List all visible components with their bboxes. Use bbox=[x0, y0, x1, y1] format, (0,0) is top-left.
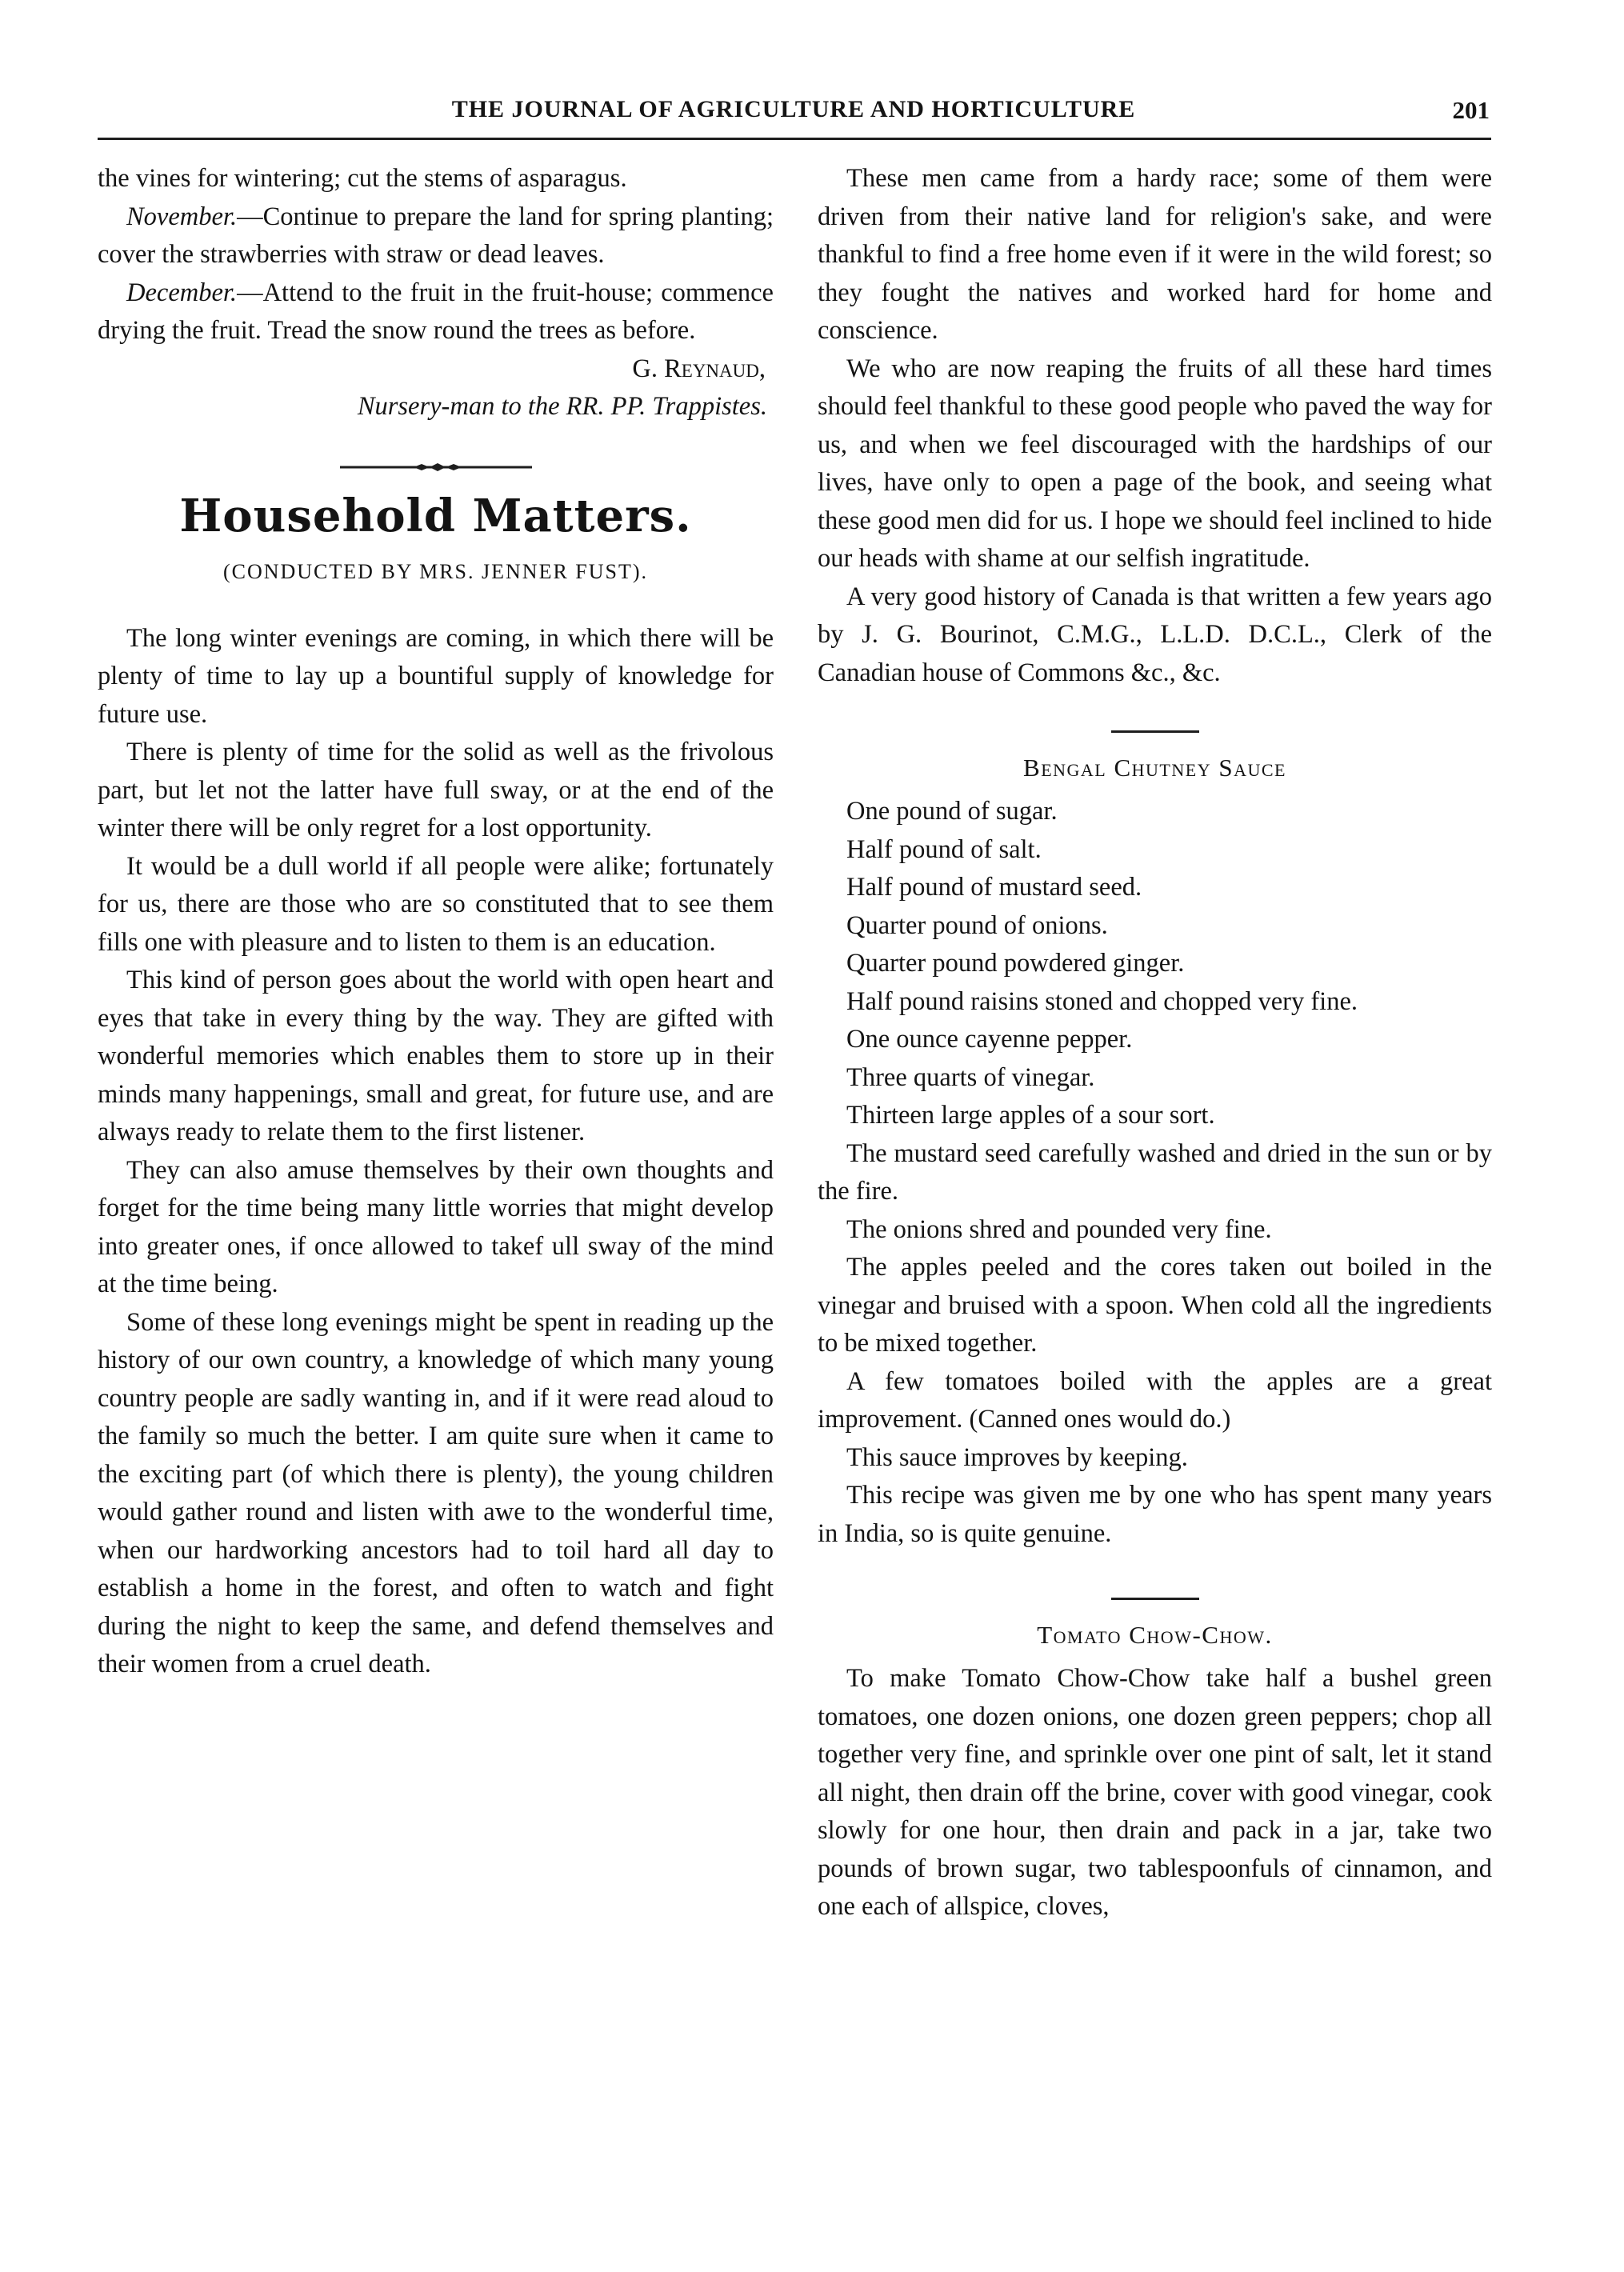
signature-name: G. Reynaud, bbox=[632, 354, 766, 383]
recipe-line: Quarter pound of onions. bbox=[846, 910, 1108, 940]
recipe-line: This recipe was given me by one who has spent many years in India, so is quite genuine. bbox=[818, 1481, 1492, 1548]
section-heading: Household Matters. bbox=[179, 489, 692, 542]
running-header bbox=[98, 96, 1490, 136]
recipe-line: One pound of sugar. bbox=[846, 797, 1058, 826]
body-paragraph: It would be a dull world if all people were alike; fortunately for us, there are those who are so constituted that to see them fills one with pleasure and to listen to them is an education. bbox=[98, 851, 774, 957]
december-label: December. bbox=[126, 278, 238, 307]
recipe-line: Thirteen large apples of a sour sort. bbox=[846, 1101, 1215, 1130]
body-paragraph: We who are now reaping the fruits of all these hard times should feel thankful to these good people who paved the way for us, and when we feel discouraged with the hardships of our lives, have only to open a page of the book, and seeing what these good men did for us. I hope we should feel inclined to hide our heads with shame at our selfish ingratitude. bbox=[818, 354, 1493, 573]
recipe-paragraph: To make Tomato Chow-Chow take half a bushel green tomatoes, one dozen onions, one dozen green peppers; chop all together very fine, and sprinkle over one pint of salt, let it stand all night, then drain off the brine, cover with good vinegar, cook slowly for one hour, then drain and pack in a jar, take two pounds of brown sugar, two tablespoonfuls of cinnamon, and one each of allspice, cloves, bbox=[818, 1664, 1492, 1921]
body-paragraph: They can also amuse themselves by their own thoughts and forget for the time being many little worries that might develop into greater ones, if once allowed to takef ull sway of the mind at the time being. bbox=[98, 1155, 774, 1298]
body-paragraph: The long winter evenings are coming, in which there will be plenty of time to lay up a bountiful supply of knowledge for future use. bbox=[98, 623, 774, 729]
body-paragraph: This kind of person goes about the world with open heart and eyes that take in every thing by the way. They are gifted with wonderful memories which enables them to store up in their minds many happenings, small and great, for future use, and are always ready to relate them to the first listener. bbox=[98, 966, 774, 1146]
recipe-line: The onions shred and pounded very fine. bbox=[846, 1214, 1272, 1244]
body-paragraph: These men came from a hardy race; some of them were driven from their native land for religion's sake, and were thankful to find a free home even if it were in the wild forest; so they fought the natives and worked hard for home and conscience. bbox=[818, 164, 1492, 345]
divider-rule bbox=[1111, 1598, 1199, 1600]
recipe-line: A few tomatoes boiled with the apples are a great improvement. (Canned ones would do.) bbox=[818, 1366, 1492, 1434]
november-label: November. bbox=[126, 202, 238, 231]
section-ornament bbox=[98, 462, 774, 473]
divider-rule bbox=[1111, 730, 1199, 733]
recipe-title: Tomato Chow-Chow. bbox=[1037, 1621, 1273, 1649]
recipe-line: The mustard seed carefully washed and dried in the sun or by the fire. bbox=[818, 1138, 1492, 1206]
recipe-title: Bengal Chutney Sauce bbox=[1023, 754, 1286, 782]
left-column bbox=[98, 160, 774, 1684]
page-number: 201 bbox=[1452, 96, 1490, 124]
journal-title: THE JOURNAL OF AGRICULTURE AND HORTICULTURE bbox=[451, 96, 1136, 122]
conducted-by-line: (CONDUCTED BY MRS. JENNER FUST). bbox=[222, 559, 649, 583]
recipe-line: The apples peeled and the cores taken out boiled in the vinegar and bruised with a spoon. When cold all the ingredients to be mixed together. bbox=[818, 1253, 1492, 1358]
december-text: —Attend to the fruit in the fruit-house; commence drying the fruit. Tread the snow round the trees as before. bbox=[98, 278, 774, 345]
body-paragraph: Some of these long evenings might be spent in reading up the history of our own country, a knowledge of which many young country people are sadly wanting in, and if it were read aloud to the family so much the better. I am quite sure when it came to the exciting part (of which there is plenty), the young children would gather round and listen with awe to the wonderful time, when our hardworking ancestors had to toil hard all day to establish a home in the forest, and often to watch and fight during the night to keep the same, and defend themselves and their women from a cruel death. bbox=[98, 1307, 774, 1678]
recipe-line: Half pound of salt. bbox=[846, 834, 1042, 864]
recipe-line: Quarter pound powdered ginger. bbox=[846, 949, 1185, 978]
recipe-line: Half pound of mustard seed. bbox=[846, 873, 1142, 902]
recipe-line: One ounce cayenne pepper. bbox=[846, 1025, 1133, 1054]
right-column bbox=[818, 160, 1492, 1926]
recipe-line: Three quarts of vinegar. bbox=[846, 1062, 1095, 1092]
december-paragraph bbox=[98, 274, 774, 350]
header-rule bbox=[98, 138, 1491, 140]
signature-title: Nursery-man to the RR. PP. Trappistes. bbox=[357, 392, 767, 421]
november-text: —Continue to prepare the land for spring planting; cover the strawberries with straw or dead leaves. bbox=[98, 202, 774, 269]
body-paragraph: There is plenty of time for the solid as well as the frivolous part, but let not the latter have full sway, or at the end of the winter there will be only regret for a lost opportunity. bbox=[98, 738, 774, 842]
november-paragraph bbox=[98, 198, 774, 274]
continued-paragraph: the vines for wintering; cut the stems of asparagus. bbox=[98, 164, 627, 193]
body-paragraph: A very good history of Canada is that written a few years ago by J. G. Bourinot, C.M.G., L.L.D. D.C.L., Clerk of the Canadian house of Commons &c., &c. bbox=[818, 582, 1492, 687]
recipe-line: This sauce improves by keeping. bbox=[846, 1442, 1188, 1472]
recipe-line: Half pound raisins stoned and chopped very fine. bbox=[846, 986, 1358, 1016]
